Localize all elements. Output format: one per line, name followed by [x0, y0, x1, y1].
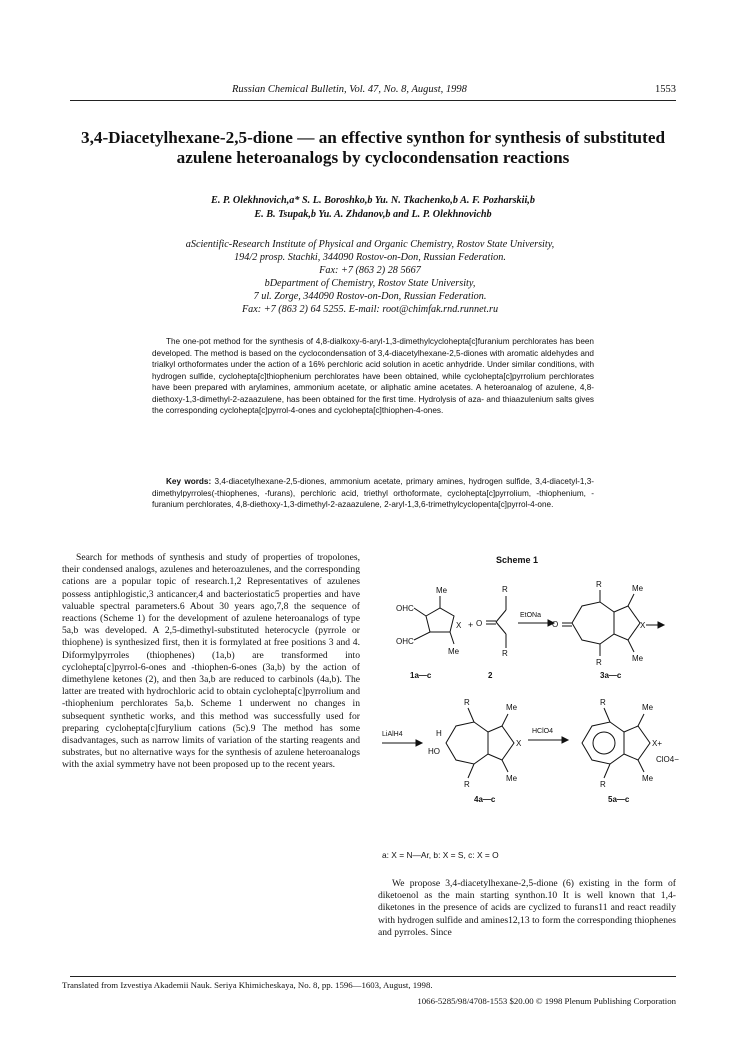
compound-label-3: 3a—c: [600, 671, 622, 680]
reaction-scheme: [376, 568, 686, 868]
translation-note: Translated from Izvestiya Akademii Nauk. Seriya Khimicheskaya, No. 8, pp. 1596—1603, August, 1998.: [62, 980, 433, 990]
body-paragraph: Search for methods of synthesis and study of properties of tropolones, their condensed analogs, azulenes and heteroazulenes, and the corresponding cations are a popular topic of research.1,2 Representatives of azulenes possess antiphlogistic,3 anticancer,4 and bacteriostatic5 properties and have valuable spectral parameters.6 About 30 years ago,7,8 the sequence of reactions (Scheme 1) for the development of azulene heteroanalogs of type 5a,b was developed. A 2,5-dimethyl-substituted heterocycle (pyrrole or thiophene) is synthesized first, then it is formylated at free positions 3 and 4. Diformylpyrroles (thiophenes) (1a,b) are transformed into cyclohepta[c]pyrrol-6-ones and -thiophen-6-ones (3a,b) by the action of dimethylene ketones (2), and then 3a,b are reduced to carbinols (4a,b). The latter are treated with hydrochloric acid to obtain cyclohepta[c]pyrrolium and -thiophenium perchlorates 5a,b. Scheme 1 underwent no changes in subsequent synthetic works, and this method was successfully used for preparing cyclohepta[c]furylium cations (5c).9 The method has some disadvantages, such as narrow limits of variation of the starting reagents and substrates, but no alternative ways for the synthesis of azulene heteroanalogs with the axial symmetry have not been proposed up to the recent years.: [62, 552, 360, 771]
label-r: R: [502, 585, 508, 594]
compound-label-4: 4a—c: [474, 795, 496, 804]
label-perchlorate: ClO4−: [656, 755, 679, 764]
label-x: X: [640, 621, 646, 630]
affiliation-line: aScientific-Research Institute of Physical and Organic Chemistry, Rostov State University,: [185, 239, 555, 250]
label-me: Me: [632, 654, 644, 663]
label-o: O: [552, 620, 559, 629]
affiliations: [90, 238, 650, 316]
arrow-head: [562, 737, 568, 743]
label-me: Me: [506, 703, 518, 712]
label-plus: +: [468, 620, 474, 630]
footer-rule: [70, 976, 676, 977]
label-r: R: [596, 580, 602, 589]
label-x: X: [456, 621, 462, 630]
compound-3-structure: [562, 590, 664, 656]
journal-citation: Russian Chemical Bulletin, Vol. 47, No. 8, August, 1998: [232, 84, 467, 95]
affiliation-line: 194/2 prosp. Stachki, 344090 Rostov-on-Don, Russian Federation.: [234, 252, 506, 263]
label-r: R: [600, 780, 606, 789]
body-left-column: [62, 552, 360, 772]
compound-2-structure: [486, 596, 506, 648]
label-r: R: [596, 658, 602, 667]
compound-label-5: 5a—c: [608, 795, 630, 804]
keywords-text: 3,4-diacetylhexane-2,5-diones, ammonium acetate, primary amines, hydrogen sulfide, 3,4-diacetyl-1,3-dimethylpyrroles(-thiophenes, -furans), perchloric acid, triethyl orthoformate, cyclohepta[c]pyrrolium, -thiophenium, -furanium perchlorates, 4,8-diethoxy-1,3-dimethyl-2-azaazulene, 2-aryl-1,3,6-trimethylcyclopenta[c]pyrrol-4-one.: [152, 477, 594, 509]
label-r: R: [600, 698, 606, 707]
authors-line-1: E. P. Olekhnovich,a* S. L. Boroshko,b Yu. N. Tkachenko,b A. F. Pozharskii,b: [211, 195, 535, 206]
label-ohc: OHC: [396, 604, 414, 613]
label-h: H: [436, 729, 442, 738]
label-r: R: [464, 780, 470, 789]
header-rule: [70, 100, 676, 101]
affiliation-line: Fax: +7 (863 2) 64 5255. E-mail: root@chimfak.rnd.runnet.ru: [241, 304, 499, 315]
label-reagent-hclo4: HClO4: [532, 728, 554, 735]
copyright-line: 1066-5285/98/4708-1553 $20.00 © 1998 Plenum Publishing Corporation: [417, 996, 676, 1006]
label-me: Me: [436, 586, 448, 595]
abstract-text: The one-pot method for the synthesis of 4,8-dialkoxy-6-aryl-1,3-dimethylcyclohepta[c]furanium perchlorates has been developed. The method is based on the cyclocondensation of 3,4-diacetylhexane-2,5-diones with aromatic aldehydes and trialkyl orthoformates under the action of a 16% perchloric acid solution in acetic anhydride. Under similar conditions, with hydrogen sulfide, cyclohepta[c]thiophenium perchlorates have been obtained, while cyclohepta[c]pyrrolium perchlorates have been prepared with arylamines, ammonium acetate, or aliphatic amine acetates. A heteroanalog of azulene, 4,8-diethoxy-1,3-dimethyl-2-azaazulene, has been obtained for the first time. Hydrolysis of aza- and thiaazulenium salts gives the corresponding cyclohepta[c]pyrrol-4-ones and cyclohepta[c]thiophen-4-ones.: [152, 337, 594, 415]
label-reagent-etona: EtONa: [520, 612, 542, 619]
body-paragraph: We propose 3,4-diacetylhexane-2,5-dione (6) existing in the form of diketoenol as the main starting synthon.10 It is well known that 1,4-diketones in the presence of acids are cyclized to furans11 and react readily with hydrogen sulfide and amines12,13 to form the corresponding thiophenes and pyrroles. Since: [378, 878, 676, 938]
compound-1-structure: [414, 596, 454, 644]
label-x: X: [516, 739, 522, 748]
authors-line-2: E. B. Tsupak,b Yu. A. Zhdanov,b and L. P. Olekhnovichb: [254, 209, 492, 220]
label-reagent-lialh4: LiAlH4: [382, 731, 403, 738]
label-me: Me: [506, 774, 518, 783]
compound-label-2: 2: [488, 671, 493, 680]
label-me: Me: [632, 584, 644, 593]
keywords: [152, 476, 594, 511]
compound-label-1: 1a—c: [410, 671, 432, 680]
page-number: 1553: [655, 84, 676, 95]
author-list: [78, 194, 668, 222]
affiliation-line: bDepartment of Chemistry, Rostov State University,: [264, 278, 476, 289]
keywords-label: Key words:: [166, 477, 212, 486]
label-r: R: [464, 698, 470, 707]
scheme-title: Scheme 1: [496, 555, 539, 565]
affiliation-line: Fax: +7 (863 2) 28 5667: [319, 265, 421, 276]
compound-4-structure: [446, 708, 514, 778]
abstract: [152, 336, 594, 417]
running-header: [70, 84, 676, 100]
label-ho: HO: [428, 747, 440, 756]
label-r: R: [502, 649, 508, 658]
label-o: O: [476, 619, 483, 628]
arrow-head: [416, 740, 422, 746]
label-ohc: OHC: [396, 637, 414, 646]
compound-5-structure: [582, 708, 650, 778]
label-me: Me: [642, 703, 654, 712]
label-x-plus: X+: [652, 739, 663, 748]
affiliation-line: 7 ul. Zorge, 344090 Rostov-on-Don, Russian Federation.: [253, 291, 487, 302]
article-title: 3,4-Diacetylhexane-2,5-dione — an effective synthon for synthesis of substituted azulene heteroanalogs by cyclocondensation reactions: [80, 128, 666, 167]
scheme-legend: a: X = N—Ar, b: X = S, c: X = O: [382, 850, 499, 860]
body-right-column: [378, 878, 676, 939]
label-me: Me: [448, 647, 460, 656]
label-me: Me: [642, 774, 654, 783]
